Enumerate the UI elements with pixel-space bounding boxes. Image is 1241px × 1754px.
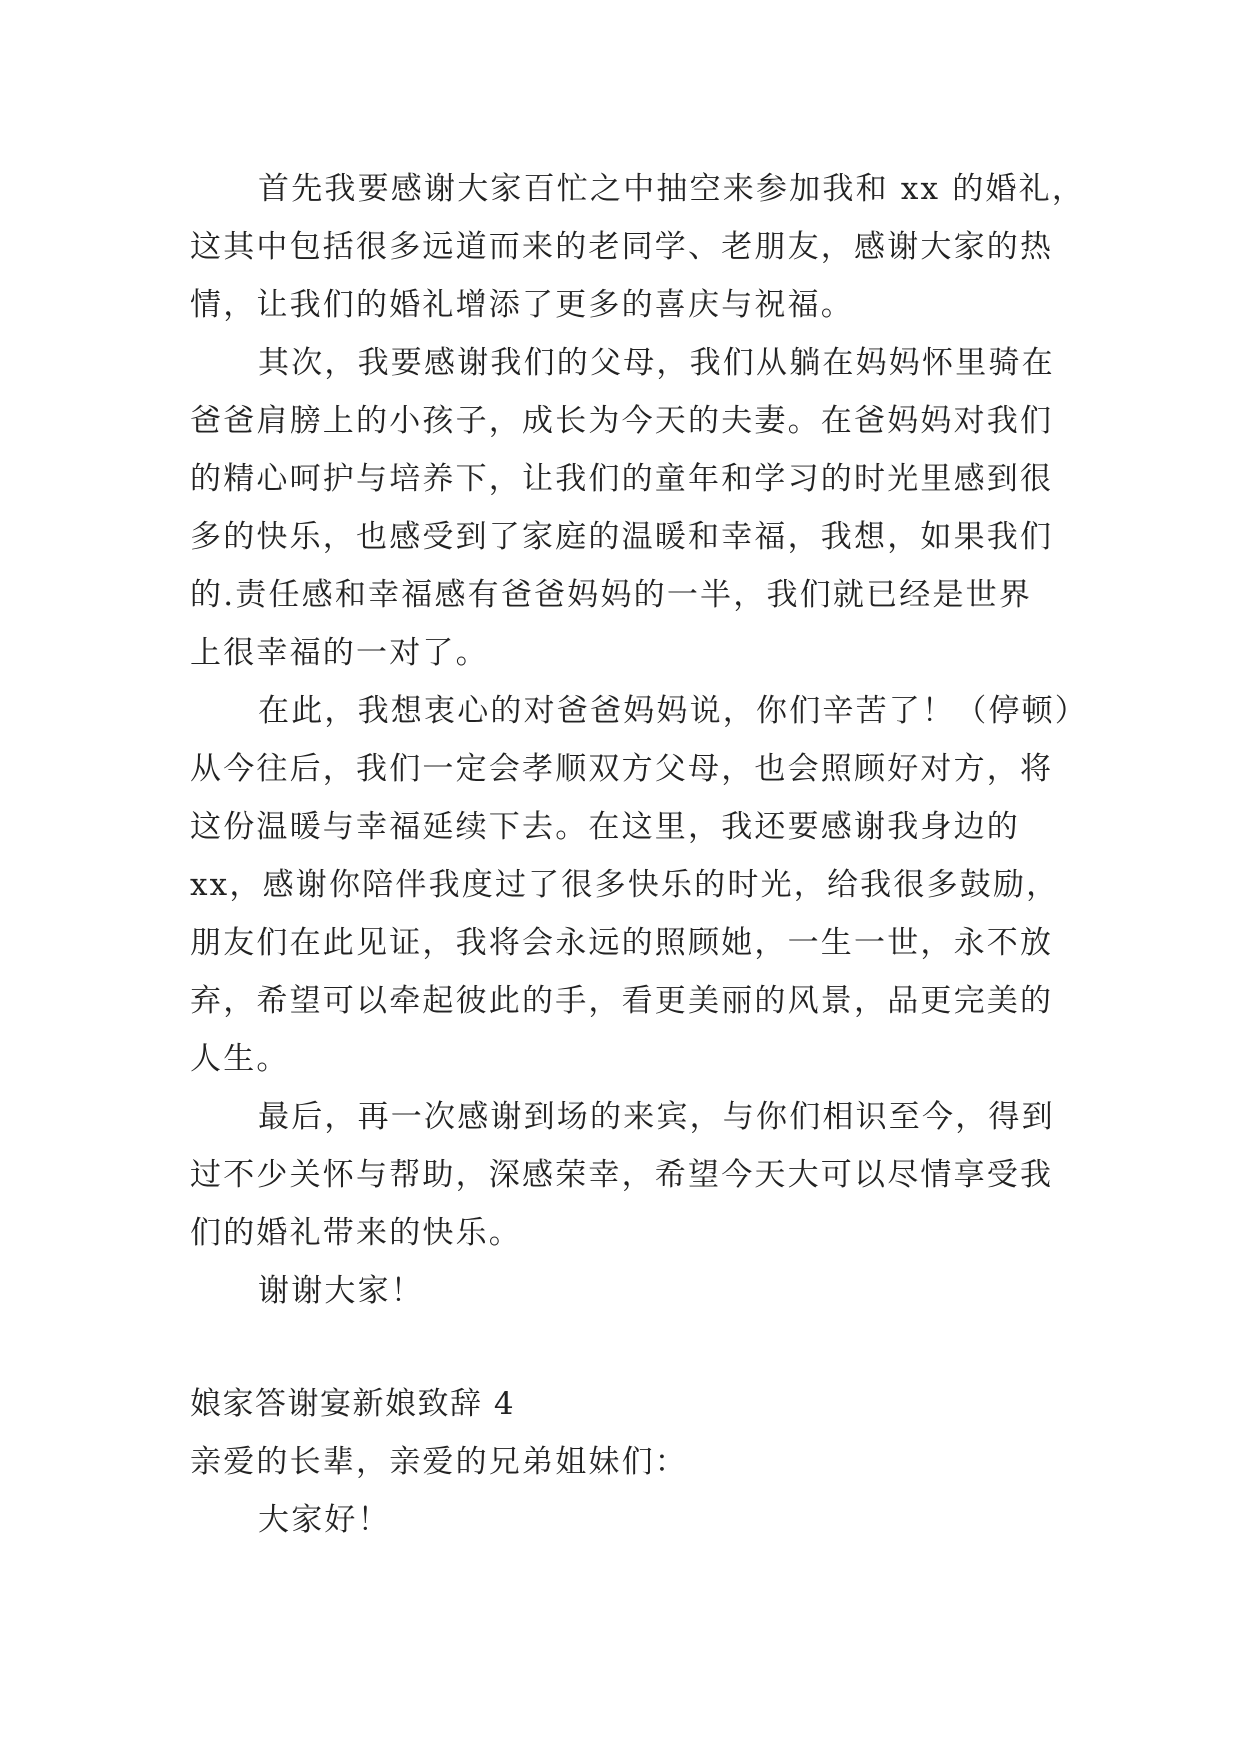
text-line: 上很幸福的一对了。	[190, 635, 489, 671]
text-line: 情，让我们的婚礼增添了更多的喜庆与祝福。	[190, 287, 854, 323]
paragraph-closing	[190, 1262, 1060, 1320]
text-line: 谢谢大家！	[258, 1273, 424, 1309]
text-line: 这份温暖与幸福延续下去。在这里，我还要感谢我身边的	[190, 809, 1020, 845]
text-line: 的.责任感和幸福感有爸爸妈妈的一半，我们就已经是世界	[190, 577, 1033, 613]
text-line: 最后，再一次感谢到场的来宾，与你们相识至今，得到	[258, 1099, 1055, 1135]
text-line: xx，感谢你陪伴我度过了很多快乐的时光，给我很多鼓励，	[190, 867, 1060, 903]
paragraph-thanks-guests	[190, 160, 1086, 334]
paragraph-promise	[190, 682, 1088, 1088]
document-body	[190, 160, 1088, 1549]
salutation: 亲爱的长辈，亲爱的兄弟姐妹们：	[190, 1444, 688, 1480]
section-spacer	[190, 1320, 1060, 1375]
text-line: 们的婚礼带来的快乐。	[190, 1215, 522, 1251]
text-line: 的精心呵护与培养下，让我们的童年和学习的时光里感到很	[190, 461, 1054, 497]
text-line: 其次，我要感谢我们的父母，我们从躺在妈妈怀里骑在	[258, 345, 1055, 381]
text-line: 从今往后，我们一定会孝顺双方父母，也会照顾好对方，将	[190, 751, 1054, 787]
text-line: 在此，我想衷心的对爸爸妈妈说，你们辛苦了！（停顿）	[258, 693, 1088, 729]
text-line: 这其中包括很多远道而来的老同学、老朋友，感谢大家的热	[190, 229, 1054, 265]
text-line: 爸爸肩膀上的小孩子，成长为今天的夫妻。在爸妈妈对我们	[190, 403, 1054, 439]
paragraph-thanks-parents	[190, 334, 1060, 682]
text-line: 首先我要感谢大家百忙之中抽空来参加我和 xx 的婚礼，	[258, 171, 1086, 207]
greeting: 大家好！	[258, 1502, 391, 1538]
paragraph-final-thanks	[190, 1088, 1060, 1262]
text-line: 多的快乐，也感受到了家庭的温暖和幸福，我想，如果我们	[190, 519, 1054, 555]
text-line: 过不少关怀与帮助，深感荣幸，希望今天大可以尽情享受我	[190, 1157, 1054, 1193]
text-line: 朋友们在此见证，我将会永远的照顾她，一生一世，永不放	[190, 925, 1054, 961]
text-line: 人生。	[190, 1041, 290, 1077]
section-title: 娘家答谢宴新娘致辞 4	[190, 1386, 516, 1422]
text-line: 弃，希望可以牵起彼此的手，看更美丽的风景，品更完美的	[190, 983, 1054, 1019]
